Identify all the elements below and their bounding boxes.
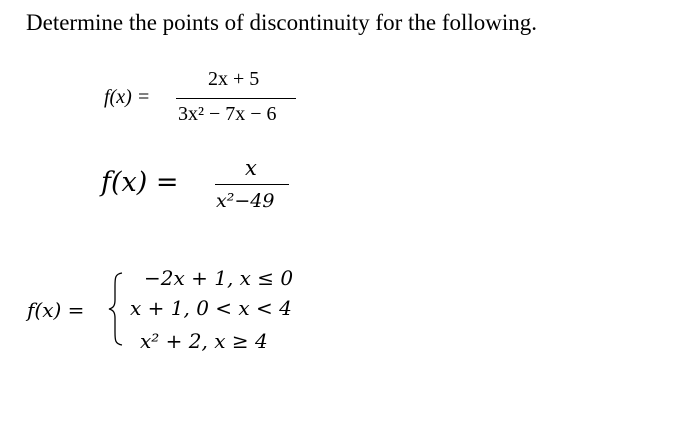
eq2-denominator: x²−49 (216, 190, 275, 212)
eq3-lhs: f(x) = (27, 298, 85, 322)
eq2-lhs: f(x) = (101, 167, 179, 198)
eq2-numerator: x (245, 156, 257, 180)
eq1-fraction-bar (176, 98, 296, 99)
eq1-lhs: f(x) = (104, 86, 151, 108)
eq3-case-1: −2x + 1, x ≤ 0 (144, 266, 294, 290)
eq3-case-2: x + 1, 0 < x < 4 (130, 296, 292, 320)
eq2-fraction-bar (215, 184, 289, 185)
eq3-case-3: x² + 2, x ≥ 4 (140, 329, 268, 353)
eq1-numerator: 2x + 5 (208, 68, 260, 90)
problem-heading: Determine the points of discontinuity for the following. (26, 10, 538, 35)
eq1-denominator: 3x² − 7x − 6 (178, 103, 277, 125)
left-brace-icon (108, 272, 124, 346)
